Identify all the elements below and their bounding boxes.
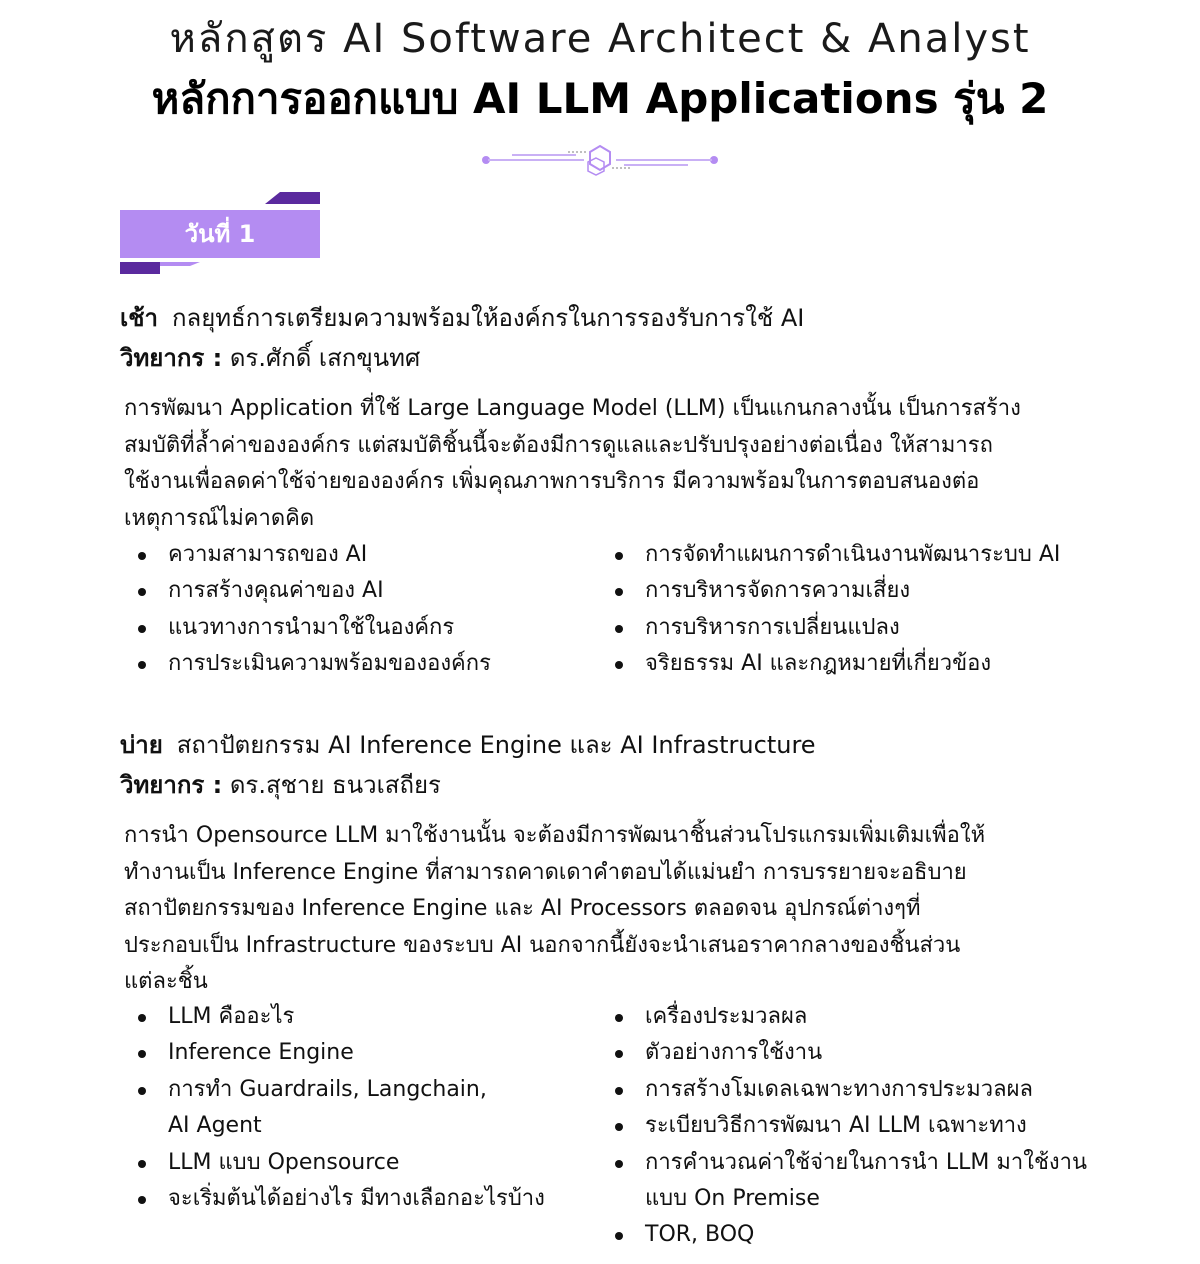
list-item xyxy=(120,1035,545,1071)
list-item-text: ระเบียบวิธีการพัฒนา AI LLM เฉพาะทาง xyxy=(645,1113,1027,1139)
morning-topic: กลยุทธ์การเตรียมความพร้อมให้องค์กรในการรองรับการใช้ AI xyxy=(171,304,805,332)
list-item-text: LLM แบบ Opensource xyxy=(168,1149,400,1175)
afternoon-period-label: บ่าย xyxy=(120,731,163,759)
paragraph-line: ใช้งานเพื่อลดค่าใช้จ่ายขององค์กร เพิ่มคุณภาพการบริการ มีความพร้อมในการตอบสนองต่อ xyxy=(124,469,980,494)
afternoon-lecturer xyxy=(120,765,441,804)
morning-lecturer xyxy=(120,338,420,377)
course-title: หลักสูตร AI Software Architect & Analyst xyxy=(169,16,1031,62)
list-item-text-continued: แบบ On Premise xyxy=(645,1186,820,1212)
paragraph-line: แต่ละชิ้น xyxy=(124,969,208,994)
lecturer-label: วิทยากร : xyxy=(120,771,223,799)
list-item xyxy=(120,1145,545,1181)
list-item xyxy=(120,1072,545,1145)
paragraph-line: เหตุการณ์ไม่คาดคิด xyxy=(124,505,315,531)
list-item: แนวทางการนำมาใช้ในองค์กร xyxy=(120,610,491,646)
morning-session-heading xyxy=(120,298,804,337)
morning-period-label: เช้า xyxy=(120,304,158,332)
list-item xyxy=(597,1072,1087,1108)
list-item xyxy=(597,1145,1087,1218)
course-subtitle: หลักการออกแบบ AI LLM Applications รุ่น 2 xyxy=(151,74,1049,123)
list-item xyxy=(597,1217,1087,1253)
lecturer-name: ดร.ศักดิ์ เสกขุนทศ xyxy=(222,344,421,372)
morning-bullets-left xyxy=(120,537,491,683)
list-item-text: การคำนวณค่าใช้จ่ายในการนำ LLM มาใช้งาน xyxy=(645,1149,1088,1175)
list-item-text-continued: AI Agent xyxy=(168,1113,262,1139)
list-item: การบริหารจัดการความเสี่ยง xyxy=(597,573,1060,609)
list-item xyxy=(120,1181,545,1217)
list-item: การประเมินความพร้อมขององค์กร xyxy=(120,646,491,682)
list-item: การสร้างคุณค่าของ AI xyxy=(120,573,491,609)
hexagon-ornament-icon xyxy=(480,140,720,180)
paragraph-line: สถาปัตยกรรมของ Inference Engine และ AI Processors ตลอดจน อุปกรณ์ต่างๆที่ xyxy=(124,896,921,921)
afternoon-description xyxy=(124,818,1124,1001)
list-item: การบริหารการเปลี่ยนแปลง xyxy=(597,610,1060,646)
paragraph-line: การนำ Opensource LLM มาใช้งานนั้น จะต้องมีการพัฒนาชิ้นส่วนโปรแกรมเพิ่มเติมเพื่อให้ xyxy=(124,823,986,848)
list-item-text: Inference Engine xyxy=(168,1040,354,1066)
list-item-text: การทำ Guardrails, Langchain, xyxy=(168,1076,487,1102)
list-item xyxy=(597,1035,1087,1071)
list-item xyxy=(120,999,545,1035)
paragraph-line: ประกอบเป็น Infrastructure ของระบบ AI นอกจากนี้ยังจะนำเสนอราคากลางของชิ้นส่วน xyxy=(124,932,961,958)
list-item: การจัดทำแผนการดำเนินงานพัฒนาระบบ AI xyxy=(597,537,1060,573)
list-item-text: เครื่องประมวลผล xyxy=(645,1004,808,1029)
morning-bullets-right xyxy=(597,537,1060,683)
afternoon-bullets-left xyxy=(120,999,545,1217)
list-item-text: LLM คืออะไร xyxy=(168,1004,295,1029)
list-item-text: การสร้างโมเดลเฉพาะทางการประมวลผล xyxy=(645,1076,1034,1102)
list-item-text: TOR, BOQ xyxy=(645,1222,755,1248)
list-item: จริยธรรม AI และกฎหมายที่เกี่ยวข้อง xyxy=(597,646,1060,682)
afternoon-topic: สถาปัตยกรรม AI Inference Engine และ AI Infrastructure xyxy=(176,731,816,759)
list-item-text: จะเริ่มต้นได้อย่างไร มีทางเลือกอะไรบ้าง xyxy=(168,1186,545,1212)
paragraph-line: สมบัติที่ล้ำค่าขององค์กร แต่สมบัติชิ้นนี้จะต้องมีการดูแลและปรับปรุงอย่างต่อเนื่อง ให้สามารถ xyxy=(124,432,993,458)
afternoon-session-heading xyxy=(120,725,816,764)
list-item-text: ตัวอย่างการใช้งาน xyxy=(645,1040,823,1066)
day-label: วันที่ 1 xyxy=(184,220,256,248)
lecturer-label: วิทยากร : xyxy=(120,344,223,372)
paragraph-line: การพัฒนา Application ที่ใช้ Large Language Model (LLM) เป็นแกนกลางนั้น เป็นการสร้าง xyxy=(124,396,1021,421)
afternoon-bullets-right xyxy=(597,999,1087,1254)
list-item xyxy=(597,1108,1087,1144)
list-item: ความสามารถของ AI xyxy=(120,537,491,573)
list-item xyxy=(597,999,1087,1035)
paragraph-line: ทำงานเป็น Inference Engine ที่สามารถคาดเดาคำตอบได้แม่นยำ การบรรยายจะอธิบาย xyxy=(124,859,967,885)
lecturer-name: ดร.สุชาย ธนวเสถียร xyxy=(222,771,441,799)
morning-description xyxy=(124,391,1124,537)
